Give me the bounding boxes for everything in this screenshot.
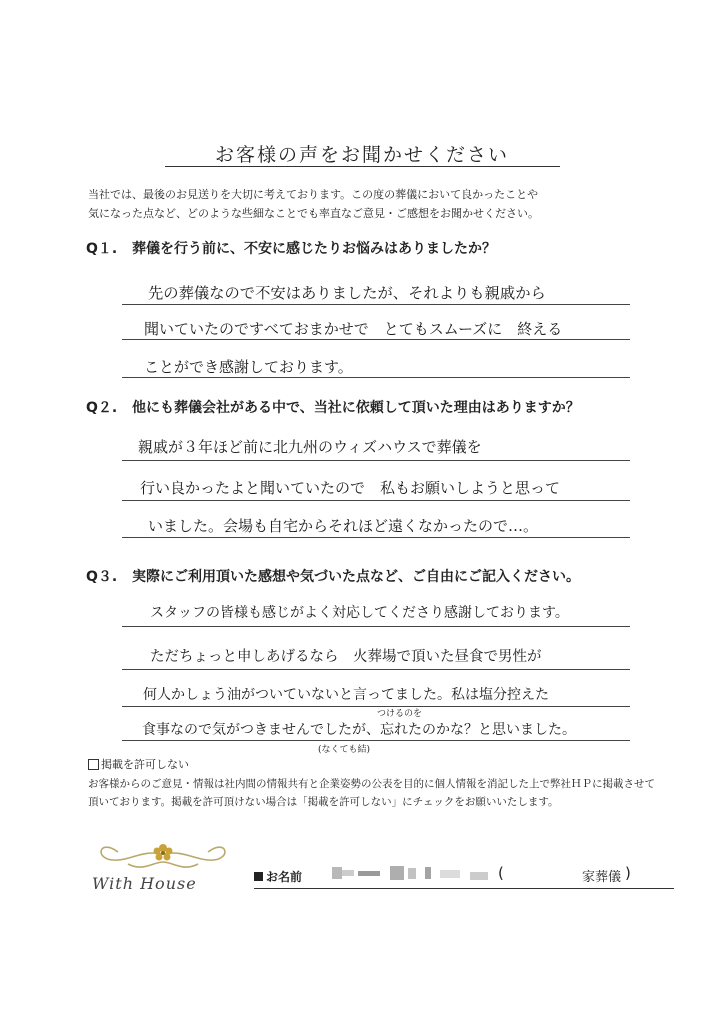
name-underline [254, 888, 674, 889]
answer-3-rule-3 [122, 706, 630, 707]
consent-label: 掲載を許可しない [101, 758, 189, 771]
answer-1-line-2[interactable]: 聞いていたのですべておまかせで とてもスムーズに 終える [144, 320, 563, 338]
answer-1-rule-1 [122, 304, 630, 305]
question-2 [86, 397, 580, 417]
answer-2-rule-3 [122, 537, 630, 538]
answer-3-rule-4 [122, 740, 630, 741]
name-label-row [254, 868, 302, 885]
question-2-text: 他にも葬儀会社がある中で、当社に依頼して頂いた理由はありますか？ [132, 400, 580, 416]
family-open-paren: ( [498, 864, 504, 882]
answer-3-annotation-below: (なくても結) [318, 745, 371, 755]
answer-3-rule-2 [122, 669, 630, 670]
answer-3-line-4[interactable]: 食事なので気がつきませんでしたが、忘れたのかな？と思いました。 [142, 722, 576, 738]
answer-2-rule-1 [122, 460, 630, 461]
answer-3-annotation-above: つけるのを [377, 709, 423, 719]
intro-line-1: 当社では、最後のお見送りを大切に考えております。この度の葬儀において良かったことや [88, 188, 539, 201]
answer-2-line-3[interactable]: いました。会場も自宅からそれほど遠くなかったので…。 [148, 517, 539, 535]
answer-3-rule-1 [122, 626, 630, 627]
question-1-number: Q１. [86, 241, 118, 257]
square-bullet-icon [254, 872, 263, 881]
name-label: お名前 [266, 870, 303, 884]
family-close-paren: ) [625, 864, 631, 882]
answer-1-rule-3 [122, 377, 630, 378]
answer-3-line-3[interactable]: 何人かしょう油がついていないと言ってました。私は塩分控えた [143, 687, 549, 703]
notice-line-2: 頂いております。掲載を許可頂けない場合は「掲載を許可しない」にチェックをお願いいたします。 [88, 796, 559, 808]
answer-1-rule-2 [122, 339, 630, 340]
answer-3-line-2[interactable]: ただちょっと申しあげるなら 火葬場で頂いた昼食で男性が [150, 649, 542, 665]
answer-1-line-3[interactable]: ことができ感謝しております。 [144, 358, 353, 376]
question-3-number: Q３. [86, 569, 118, 585]
question-3-text: 実際にご利用頂いた感想や気づいた点など、ご自由にご記入ください。 [132, 569, 580, 585]
answer-2-line-1[interactable]: 親戚が３年ほど前に北九州のウィズハウスで葬儀を [138, 438, 482, 456]
family-funeral-label: 家葬儀 [582, 870, 622, 885]
consent-checkbox-row[interactable] [88, 756, 189, 772]
intro-line-2: 気になった点など、どのような些細なことでも率直なご意見・ご感想をお聞かせください。 [88, 207, 539, 220]
answer-2-rule-2 [122, 500, 630, 501]
title-underline [165, 166, 560, 167]
answer-2-line-2[interactable]: 行い良かったよと聞いていたので 私もお願いしようと思って [140, 479, 561, 497]
question-3 [86, 566, 580, 586]
company-logo [88, 832, 238, 902]
answer-3-line-1[interactable]: スタッフの皆様も感じがよく対応してくださり感謝しております。 [150, 605, 569, 621]
redacted-name [330, 862, 495, 884]
notice-line-1: お客様からのご意見・情報は社内間の情報共有と企業姿勢の公表を目的に個人情報を消記した上で弊社ＨＰに掲載させて [88, 778, 655, 790]
consent-checkbox[interactable] [88, 759, 99, 770]
question-1 [86, 238, 496, 258]
question-2-number: Q２. [86, 400, 118, 416]
answer-1-line-1[interactable]: 先の葬儀なので不安はありましたが、それよりも親戚から [148, 284, 546, 302]
logo-text: With House [92, 874, 197, 893]
page-title: お客様の声をお聞かせください [214, 144, 509, 166]
question-1-text: 葬儀を行う前に、不安に感じたりお悩みはありましたか？ [132, 241, 496, 257]
